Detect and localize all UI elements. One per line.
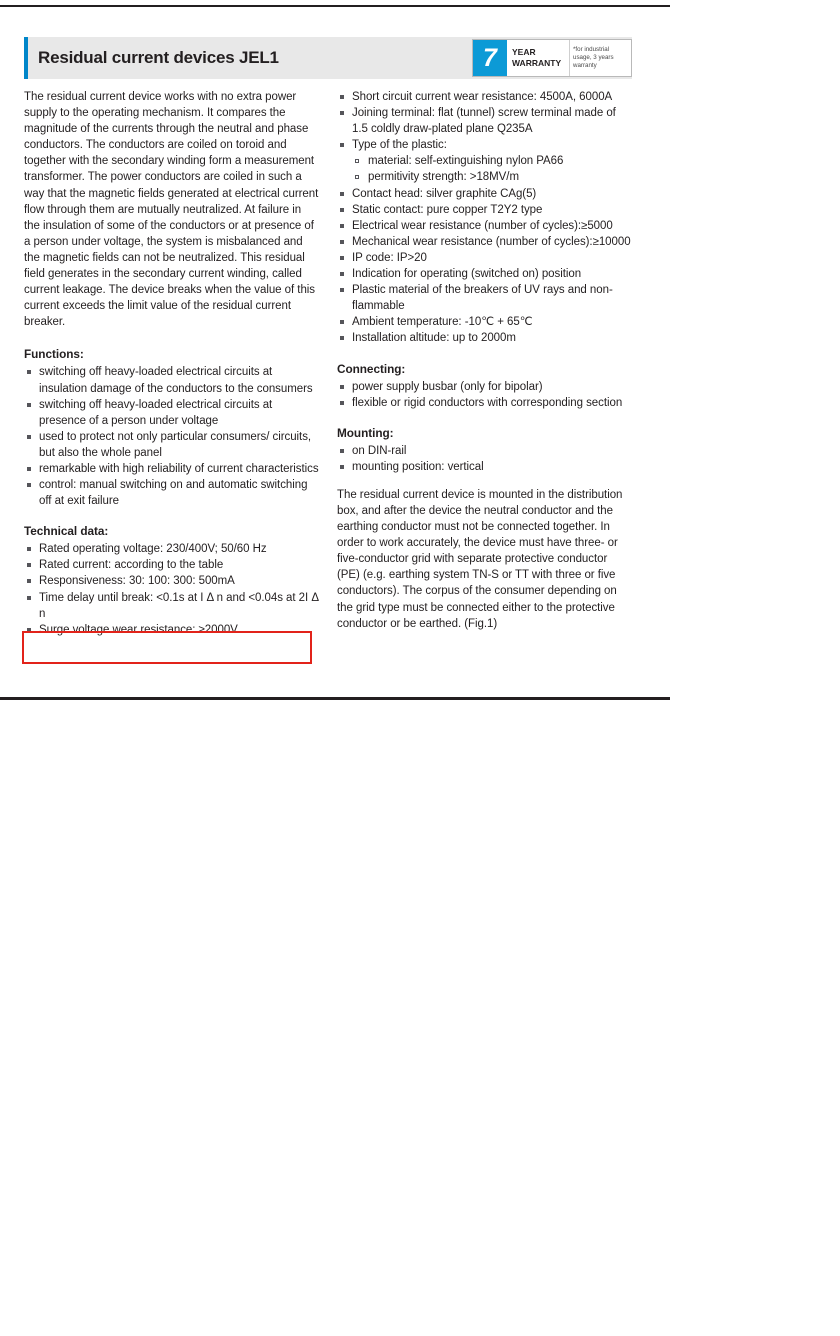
list-item bbox=[337, 137, 632, 185]
connecting-list bbox=[337, 379, 632, 411]
list-item: Indication for operating (switched on) position bbox=[337, 266, 632, 282]
bottom-divider bbox=[0, 697, 670, 700]
list-item: IP code: IP>20 bbox=[337, 250, 632, 266]
right-column bbox=[337, 89, 632, 632]
list-item: Rated operating voltage: 230/400V; 50/60 Hz bbox=[24, 541, 319, 557]
list-item: permitivity strength: >18MV/m bbox=[352, 169, 632, 185]
list-item: Joining terminal: flat (tunnel) screw terminal made of 1.5 coldly draw-plated plane Q235A bbox=[337, 105, 632, 137]
list-item: Responsiveness: 30: 100: 300: 500mA bbox=[24, 573, 319, 589]
plastic-sublist bbox=[352, 153, 632, 185]
title-accent-bar bbox=[24, 37, 28, 79]
page-sheet bbox=[0, 7, 670, 697]
list-item-label: Type of the plastic: bbox=[352, 139, 447, 152]
left-column bbox=[24, 89, 319, 638]
list-item: material: self-extinguishing nylon PA66 bbox=[352, 153, 632, 169]
warranty-badge bbox=[472, 39, 632, 77]
closing-paragraph: The residual current device is mounted in the distribution box, and after the device the neutral conductor and the earthing conductor must not be connected together. In order to work accurately, the device must have three- or five-conductor grid with separate protective conductor (PE) (e.g. earthing system TN-S or TT with three or five conductors). The corpus of the consumer depending on the grid type must be connected either to the protective conductor or be earthed. (Fig.1) bbox=[337, 488, 623, 630]
list-item: on DIN-rail bbox=[337, 443, 632, 459]
list-item: Mechanical wear resistance (number of cycles):≥10000 bbox=[337, 234, 632, 250]
specifications-list bbox=[337, 89, 632, 347]
list-item: Plastic material of the breakers of UV rays and non-flammable bbox=[337, 282, 632, 314]
technical-data-list bbox=[24, 541, 319, 638]
mounting-heading: Mounting: bbox=[337, 425, 394, 440]
list-item: flexible or rigid conductors with corresponding section bbox=[337, 395, 632, 411]
warranty-label bbox=[507, 40, 569, 76]
list-item: Installation altitude: up to 2000m bbox=[337, 330, 632, 346]
list-item: Rated current: according to the table bbox=[24, 557, 319, 573]
list-item: Electrical wear resistance (number of cycles):≥5000 bbox=[337, 218, 632, 234]
intro-paragraph: The residual current device works with no extra power supply to the operating mechanism. It compares the magnitude of the currents through the neutral and phase conductors. The conductors are coiled on toroid and together with the secondary winding form a measurement transformer. The power conductors are coiled in such a way that the magnetic fields generated at electrical current flow through them are mutually neutralized. At failure in the insulation of some of the conductors or at presence of a person under voltage, the system is misbalanced and the magnetic fields can not be neutralized. This residual field generates in the secondary current winding, called current leakage. The device breaks when the value of this current exceeds the limit value of the residual current breaker. bbox=[24, 91, 319, 329]
paragraph-spacer bbox=[337, 475, 632, 487]
connecting-heading: Connecting: bbox=[337, 361, 406, 376]
warranty-years-number: 7 bbox=[473, 40, 507, 76]
list-item: Short circuit current wear resistance: 4500A, 6000A bbox=[337, 89, 632, 105]
list-item-time-delay: Time delay until break: <0.1s at I Δ n and <0.04s at 2I Δ n bbox=[24, 590, 319, 622]
warranty-label-line2: WARRANTY bbox=[512, 58, 562, 68]
warranty-footnote: *for industrial usage, 3 years warranty bbox=[569, 40, 631, 76]
list-item: switching off heavy-loaded electrical circuits at presence of a person under voltage bbox=[24, 397, 319, 429]
page-title: Residual current devices JEL1 bbox=[38, 48, 279, 67]
functions-list bbox=[24, 364, 319, 509]
list-item: switching off heavy-loaded electrical circuits at insulation damage of the conductors to the consumers bbox=[24, 364, 319, 396]
list-item: Surge voltage wear resistance: ≥2000V bbox=[24, 622, 319, 638]
page-title-bar bbox=[24, 37, 632, 79]
list-item: mounting position: vertical bbox=[337, 459, 632, 475]
list-item: Ambient temperature: -10℃ + 65℃ bbox=[337, 314, 632, 330]
warranty-label-line1: YEAR bbox=[512, 47, 536, 58]
list-item: remarkable with high reliability of current characteristics bbox=[24, 461, 319, 477]
list-item: Contact head: silver graphite CAg(5) bbox=[337, 186, 632, 202]
mounting-list bbox=[337, 443, 632, 475]
list-item: power supply busbar (only for bipolar) bbox=[337, 379, 632, 395]
list-item: used to protect not only particular consumers/ circuits, but also the whole panel bbox=[24, 429, 319, 461]
list-item: Static contact: pure copper T2Y2 type bbox=[337, 202, 632, 218]
list-item: control: manual switching on and automatic switching off at exit failure bbox=[24, 477, 319, 509]
functions-heading: Functions: bbox=[24, 347, 84, 362]
technical-data-heading: Technical data: bbox=[24, 524, 109, 539]
